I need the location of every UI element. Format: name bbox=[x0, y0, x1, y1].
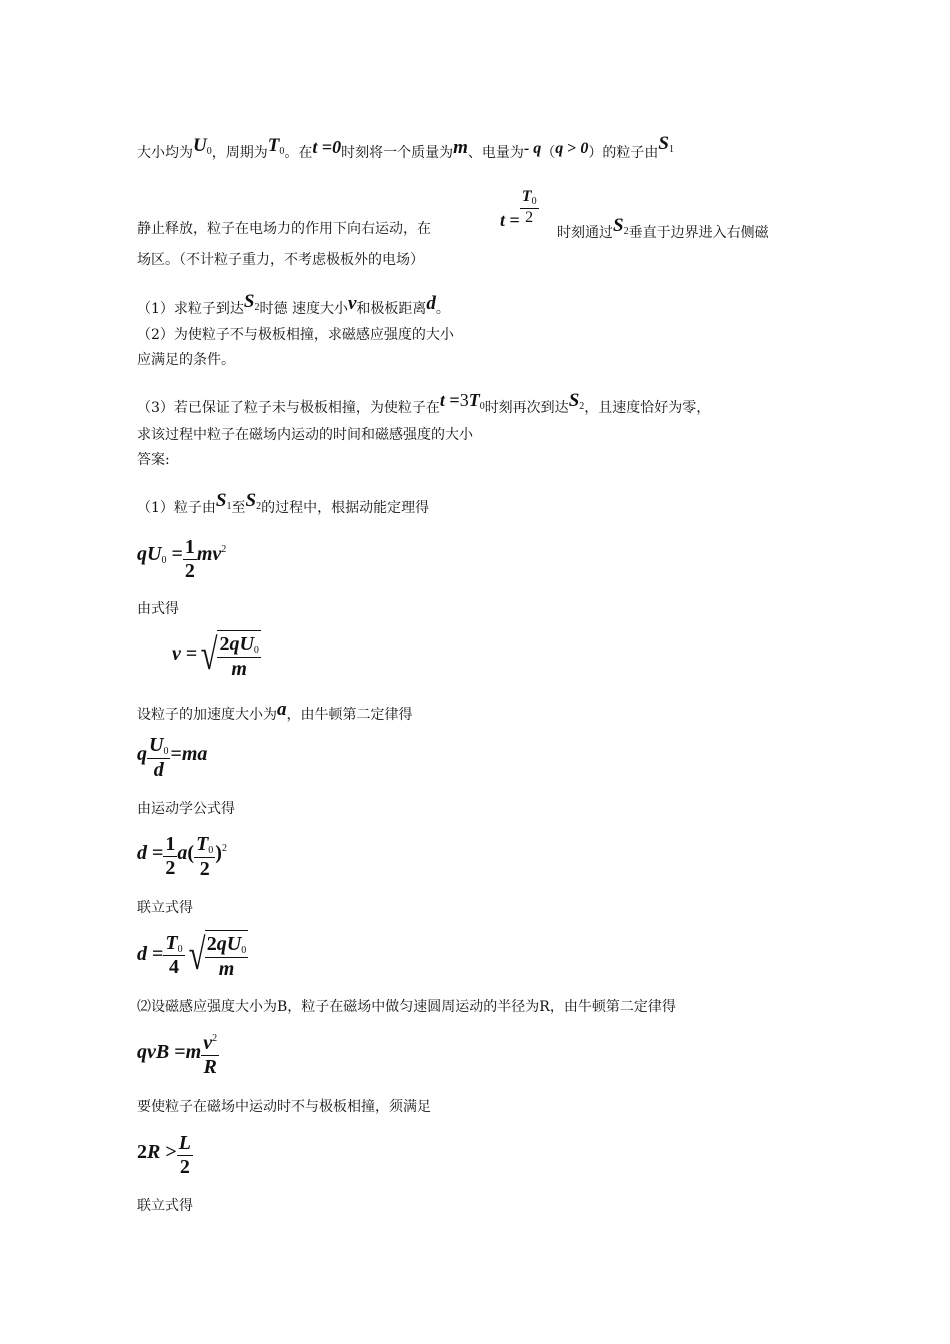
math-S2: $S_2$ bbox=[568, 390, 585, 412]
text: （1）粒子由 bbox=[137, 500, 216, 516]
text: 设粒子的加速度大小为 bbox=[137, 707, 277, 723]
math-S1: $S_1$ bbox=[215, 490, 232, 512]
math-a: a bbox=[277, 699, 287, 720]
math-U0: $U_0$ bbox=[193, 135, 212, 157]
math-S1: $S_1$ bbox=[658, 133, 674, 155]
problem-line-2b bbox=[557, 215, 769, 243]
problem-line-1 bbox=[137, 133, 674, 163]
equation-velocity: v =√ $\frac{2qU_0}{m}$ bbox=[172, 630, 259, 680]
text: ，且速度恰好为零， bbox=[584, 400, 711, 416]
math-T0: $T_0$ bbox=[267, 135, 285, 157]
equation-distance: d = $\frac{1}{2}$ a( $\frac{T_0}{2}$ )$^2$ bbox=[137, 833, 227, 880]
text: ）的粒子由 bbox=[588, 145, 659, 161]
equation-newton: q $\frac{U_0}{d}$ =ma bbox=[137, 734, 208, 781]
question-3-line-2: 求该过程中粒子在磁场内运动的时间和磁感强度的大小 bbox=[137, 427, 473, 443]
text-part-2: ⑵设磁感应强度大小为B，粒子在磁场中做匀速圆周运动的半径为R，由牛顿第二定律得 bbox=[137, 999, 676, 1015]
equation-energy: $qU_0$ = $\frac{1}{2}$ $mv^2$ bbox=[137, 536, 227, 582]
text: ，周期为 bbox=[211, 145, 268, 161]
math-S2: $S_2$ bbox=[243, 291, 260, 313]
math-neg-q: - q bbox=[523, 140, 542, 157]
answer-step-1 bbox=[137, 490, 430, 518]
text-combine-2: 联立式得 bbox=[137, 1198, 193, 1214]
question-1 bbox=[137, 291, 450, 319]
math-t-eq-0: t =0 bbox=[312, 137, 342, 157]
math-S2: $S_2$ bbox=[245, 490, 262, 512]
text-from-equation: 由式得 bbox=[137, 601, 179, 617]
answer-label: 答案: bbox=[137, 452, 170, 468]
text: 和极板距离 bbox=[356, 301, 427, 317]
equation-circular: qvB =m $\frac{v^2}{R}$ bbox=[137, 1032, 218, 1078]
text-condition: 要使粒子在磁场中运动时不与极板相撞，须满足 bbox=[137, 1099, 431, 1115]
text: 至 bbox=[231, 500, 246, 516]
text: 静止释放，粒子在电场力的作用下向右运动，在 bbox=[137, 221, 431, 237]
text-kinematics: 由运动学公式得 bbox=[137, 801, 235, 817]
math-t-eq-T0-over-2: t = $\frac{T_0}{2}$ bbox=[500, 188, 537, 230]
math-d: d bbox=[426, 293, 436, 314]
question-3 bbox=[137, 390, 711, 418]
text: 大小均为 bbox=[137, 145, 193, 161]
math-t-eq-3T0: $t =3T_0$ bbox=[439, 390, 485, 412]
problem-line-3: 场区。（不计粒子重力，不考虑极板外的电场） bbox=[137, 252, 424, 268]
text: （1）求粒子到达 bbox=[137, 301, 244, 317]
text-acceleration bbox=[137, 699, 413, 723]
text: 时德 速度大小 bbox=[259, 301, 348, 317]
question-2-line-1: （2）为使粒子不与极板相撞，求磁感应强度的大小 bbox=[137, 327, 454, 343]
math-q-gt-0: q > 0 bbox=[555, 140, 589, 157]
text: 。 bbox=[435, 301, 450, 317]
text: 时刻通过 bbox=[557, 225, 613, 241]
question-2-line-2: 应满足的条件。 bbox=[137, 352, 235, 368]
text: 时刻将一个质量为 bbox=[341, 145, 454, 161]
math-S2: $S_2$ bbox=[613, 215, 629, 237]
text: （3）若已保证了粒子未与极板相撞，为使粒子在 bbox=[137, 400, 440, 416]
text: 垂直于边界进入右侧磁 bbox=[628, 225, 769, 241]
text: 时刻再次到达 bbox=[484, 400, 569, 416]
text: 的过程中，根据动能定理得 bbox=[261, 500, 430, 516]
text: 、电量为 bbox=[467, 145, 524, 161]
text: （ bbox=[541, 145, 556, 161]
equation-distance-result: d = $\frac{T_0}{4}$ √ $\frac{2qU_0}{m}$ bbox=[137, 930, 247, 980]
text: 。在 bbox=[284, 145, 313, 161]
text-combine-1: 联立式得 bbox=[137, 900, 193, 916]
equation-inequality: 2R > $\frac{L}{2}$ bbox=[137, 1132, 191, 1178]
math-m: m bbox=[453, 137, 468, 158]
problem-line-2a bbox=[137, 222, 431, 236]
math-v: v bbox=[347, 293, 357, 314]
text: ，由牛顿第二定律得 bbox=[286, 707, 413, 723]
